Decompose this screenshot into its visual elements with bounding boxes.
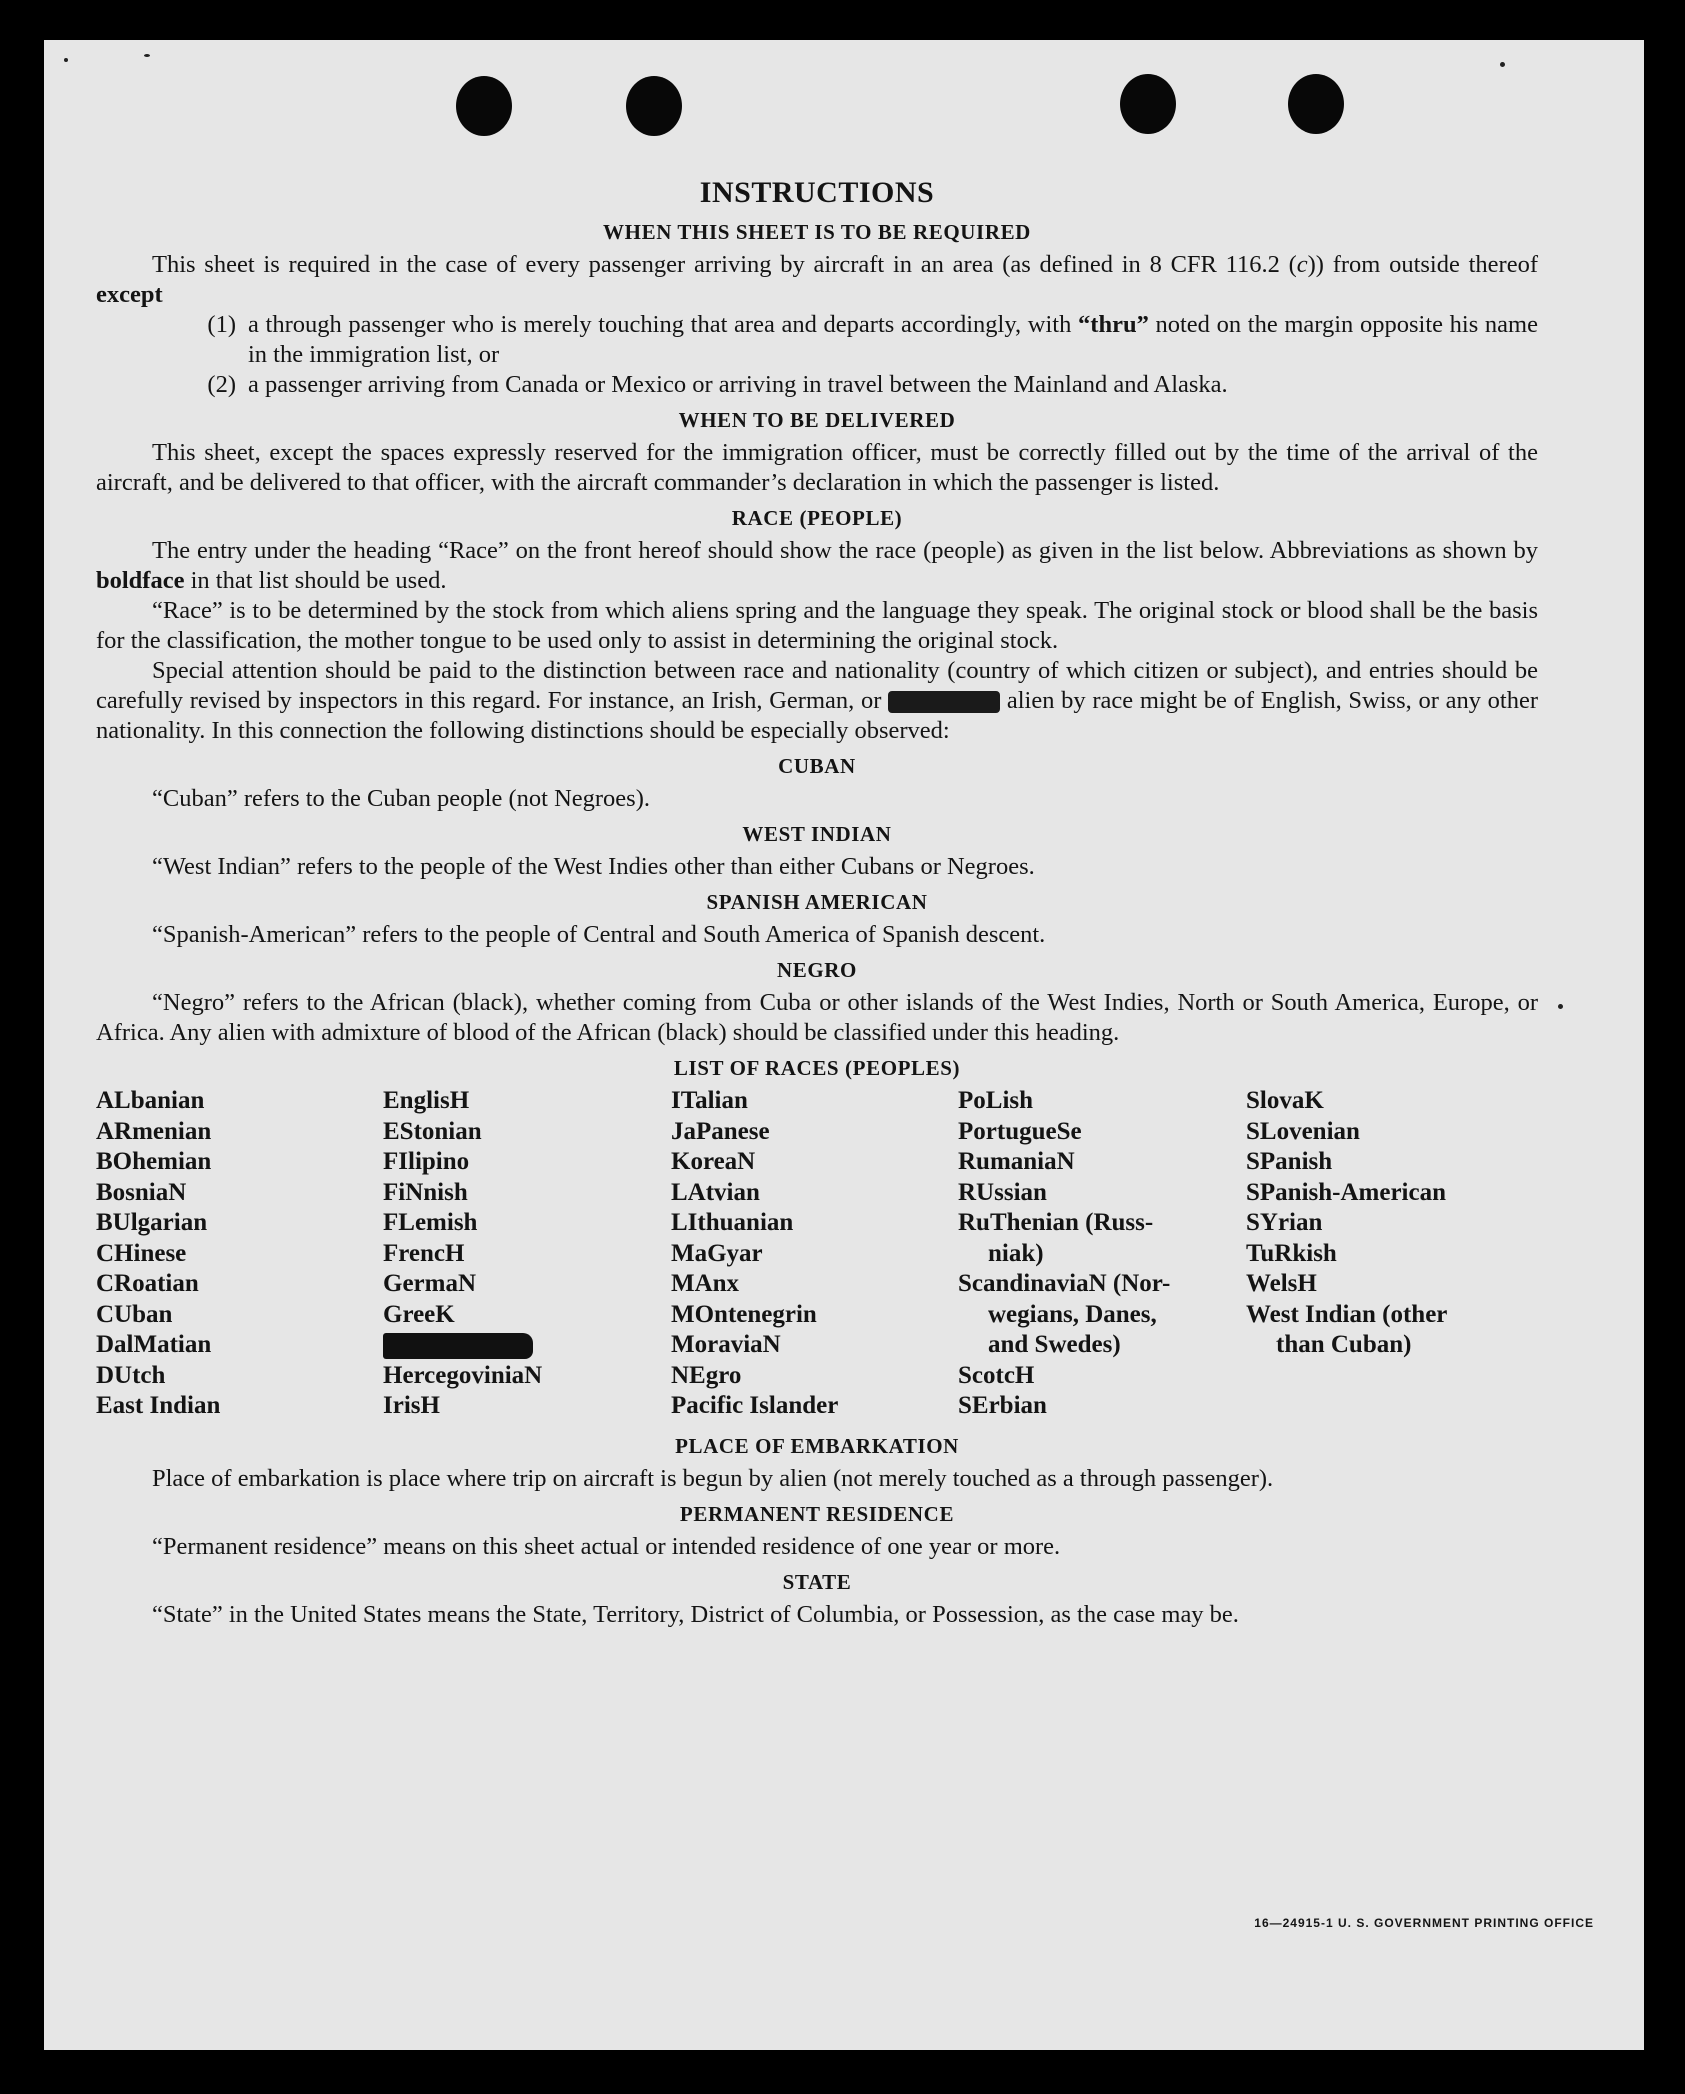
punch-hole-2 xyxy=(626,76,682,136)
intro-letter: c xyxy=(1296,251,1308,278)
list-item: SLovenian xyxy=(1246,1117,1360,1145)
item-number: (2) xyxy=(207,371,236,398)
list-item: DalMatian xyxy=(96,1331,212,1358)
list-item: MaGyar xyxy=(671,1239,763,1267)
race-paragraph-3 xyxy=(96,656,1538,746)
section-heading-negro: NEGRO xyxy=(776,958,857,982)
races-column-4 xyxy=(958,1086,1170,1422)
section-heading-residence: PERMANENT RESIDENCE xyxy=(679,1502,955,1526)
item-number: (1) xyxy=(207,311,236,338)
list-item: CHinese xyxy=(96,1239,187,1267)
list-item: MAnx xyxy=(671,1270,740,1297)
section-heading-state: STATE xyxy=(782,1570,852,1594)
delivered-text: This sheet, except the spaces expressly reserved for the immigration officer, must be correctly filled out by the time of the arrival of the aircraft, and be delivered to that officer, with the aircraft commander’s declaration in which the passenger is listed. xyxy=(96,439,1538,496)
speck xyxy=(1558,1004,1563,1009)
list-item: GermaN xyxy=(383,1270,477,1297)
races-list xyxy=(96,1086,1538,1426)
item-text-part: noted on the margin opposite his name in the immigration list, or xyxy=(248,311,1538,368)
list-item: ARmenian xyxy=(96,1117,212,1145)
list-item: WelsH xyxy=(1246,1270,1317,1297)
list-item: FLemish xyxy=(383,1209,478,1236)
item-text: a passenger arriving from Canada or Mexico or arriving in travel between the Mainland and Alaska. xyxy=(248,371,1228,398)
printing-office-footer: 16—24915-1 U. S. GOVERNMENT PRINTING OFFICE xyxy=(1254,1916,1594,1930)
speck xyxy=(1500,62,1505,67)
list-item: RumaniaN xyxy=(958,1148,1075,1175)
instructions-content xyxy=(96,174,1538,1630)
list-item: wegians, Danes, xyxy=(988,1300,1157,1328)
list-item: EnglisH xyxy=(383,1087,470,1114)
list-item: FiNnish xyxy=(383,1178,468,1206)
intro-text: )) from outside thereof xyxy=(1307,251,1538,278)
list-item: TuRkish xyxy=(1246,1239,1337,1267)
races-column-2-bottom xyxy=(383,1361,542,1422)
list-item: BosniaN xyxy=(96,1178,187,1206)
punch-hole-1 xyxy=(456,76,512,136)
speck xyxy=(64,58,68,62)
race-paragraph-2: “Race” is to be determined by the stock from which aliens spring and the language they speak. The original stock or blood shall be the basis for the classification, the mother tongue to be used only to assist in determining the original stock. xyxy=(96,597,1538,654)
list-item: SPanish xyxy=(1246,1148,1333,1175)
list-item: CUban xyxy=(96,1300,173,1328)
item-text-part: a through passenger who is merely touching that area and departs accordingly, with xyxy=(248,311,1079,338)
west-indian-text: “West Indian” refers to the people of the West Indies other than either Cubans or Negroes. xyxy=(152,853,1035,880)
list-item: RUssian xyxy=(958,1178,1047,1206)
list-item: MoraviaN xyxy=(671,1331,781,1358)
race-text: alien by race might be of English, Swiss, or any other nationality. In this connection the following distinctions should be especially observed: xyxy=(96,687,1538,744)
races-column-2-top xyxy=(383,1086,542,1330)
except-keyword: except xyxy=(96,281,163,308)
race-text: in that list should be used. xyxy=(184,567,447,594)
list-item: SPanish-American xyxy=(1246,1178,1446,1206)
required-intro xyxy=(96,250,1538,310)
list-item: East Indian xyxy=(96,1392,221,1419)
list-item: ScandinaviaN (Nor- xyxy=(958,1270,1171,1297)
list-item: ALbanian xyxy=(96,1087,205,1114)
section-heading-delivered: WHEN TO BE DELIVERED xyxy=(678,408,956,432)
list-item: NEgro xyxy=(671,1361,742,1389)
list-item: Pacific Islander xyxy=(671,1392,839,1419)
list-item: KoreaN xyxy=(671,1148,756,1175)
item-text xyxy=(248,310,1538,370)
list-item: EStonian xyxy=(383,1117,482,1145)
list-item: than Cuban) xyxy=(1276,1331,1412,1358)
embarkation-text: Place of embarkation is place where trip on aircraft is begun by alien (not merely touched as a through passenger). xyxy=(152,1465,1274,1492)
races-column-3 xyxy=(671,1086,838,1422)
speck xyxy=(144,54,150,57)
document-sheet xyxy=(44,40,1644,2050)
section-heading-required: WHEN THIS SHEET IS TO BE REQUIRED xyxy=(603,220,1031,244)
list-item: niak) xyxy=(988,1239,1044,1267)
thru-keyword: “thru” xyxy=(1078,311,1149,338)
list-item: RuThenian (Russ- xyxy=(958,1209,1154,1236)
list-item: FrencH xyxy=(383,1239,465,1267)
residence-text: “Permanent residence” means on this sheet actual or intended residence of one year or more. xyxy=(152,1533,1061,1560)
section-heading-races-list: LIST OF RACES (PEOPLES) xyxy=(673,1056,961,1080)
list-item: HercegoviniaN xyxy=(383,1361,543,1389)
punch-hole-3 xyxy=(1120,74,1176,134)
list-item: MOntenegrin xyxy=(671,1300,817,1328)
section-heading-cuban: CUBAN xyxy=(778,754,856,778)
list-item: IrisH xyxy=(383,1392,440,1419)
negro-text: “Negro” refers to the African (black), whether coming from Cuba or other islands of the West Indies, North or South America, Europe, or Africa. Any alien with admixture of blood of the African (black) should be classified under this heading. xyxy=(96,989,1538,1046)
section-heading-west-indian: WEST INDIAN xyxy=(742,822,892,846)
race-text: The entry under the heading “Race” on the front hereof should show the race (people) as given in the list below. Abbreviations as shown by xyxy=(152,537,1538,564)
cuban-text: “Cuban” refers to the Cuban people (not Negroes). xyxy=(152,785,650,812)
list-item: SlovaK xyxy=(1246,1087,1324,1114)
page-title: INSTRUCTIONS xyxy=(699,176,935,209)
list-item: GreeK xyxy=(383,1300,455,1328)
list-item: SErbian xyxy=(958,1392,1047,1419)
list-item: ITalian xyxy=(671,1087,748,1114)
race-text: Special attention should be paid to the distinction between race and nationality (country of which citizen or subject), and entries should be carefully revised by inspectors in this regard. For instance, an Irish, German, or xyxy=(96,657,1538,714)
list-item: and Swedes) xyxy=(988,1331,1121,1358)
list-item: DUtch xyxy=(96,1361,166,1389)
exception-item-2 xyxy=(96,370,1538,400)
list-item: PortugueSe xyxy=(958,1117,1082,1145)
section-heading-embarkation: PLACE OF EMBARKATION xyxy=(675,1434,959,1458)
boldface-keyword: boldface xyxy=(96,567,185,594)
list-item: LAtvian xyxy=(671,1178,760,1206)
section-heading-race: RACE (PEOPLE) xyxy=(731,506,903,530)
list-item: SYrian xyxy=(1246,1209,1323,1236)
list-item: West Indian (other xyxy=(1246,1300,1448,1328)
exception-item-1 xyxy=(96,310,1538,370)
list-item: PoLish xyxy=(958,1087,1034,1114)
intro-text: This sheet is required in the case of every passenger arriving by aircraft in an area (as defined in 8 CFR 116.2 ( xyxy=(152,251,1297,278)
races-column-5 xyxy=(1246,1086,1447,1361)
list-item: LIthuanian xyxy=(671,1209,794,1236)
list-item: BUlgarian xyxy=(96,1209,208,1236)
redaction-mark xyxy=(383,1333,533,1359)
spanish-american-text: “Spanish-American” refers to the people of Central and South America of Spanish descent. xyxy=(152,921,1046,948)
races-column-1 xyxy=(96,1086,220,1422)
list-item xyxy=(383,1330,542,1361)
list-item: CRoatian xyxy=(96,1270,199,1297)
list-item: JaPanese xyxy=(671,1117,770,1145)
list-item: ScotcH xyxy=(958,1361,1035,1389)
redaction-mark xyxy=(888,691,1000,713)
list-item: BOhemian xyxy=(96,1148,212,1175)
state-text: “State” in the United States means the State, Territory, District of Columbia, or Possession, as the case may be. xyxy=(152,1601,1239,1628)
section-heading-spanish-american: SPANISH AMERICAN xyxy=(706,890,928,914)
list-item: FIlipino xyxy=(383,1148,470,1175)
punch-hole-4 xyxy=(1288,74,1344,134)
race-paragraph-1 xyxy=(96,536,1538,596)
races-column-2 xyxy=(383,1086,542,1422)
